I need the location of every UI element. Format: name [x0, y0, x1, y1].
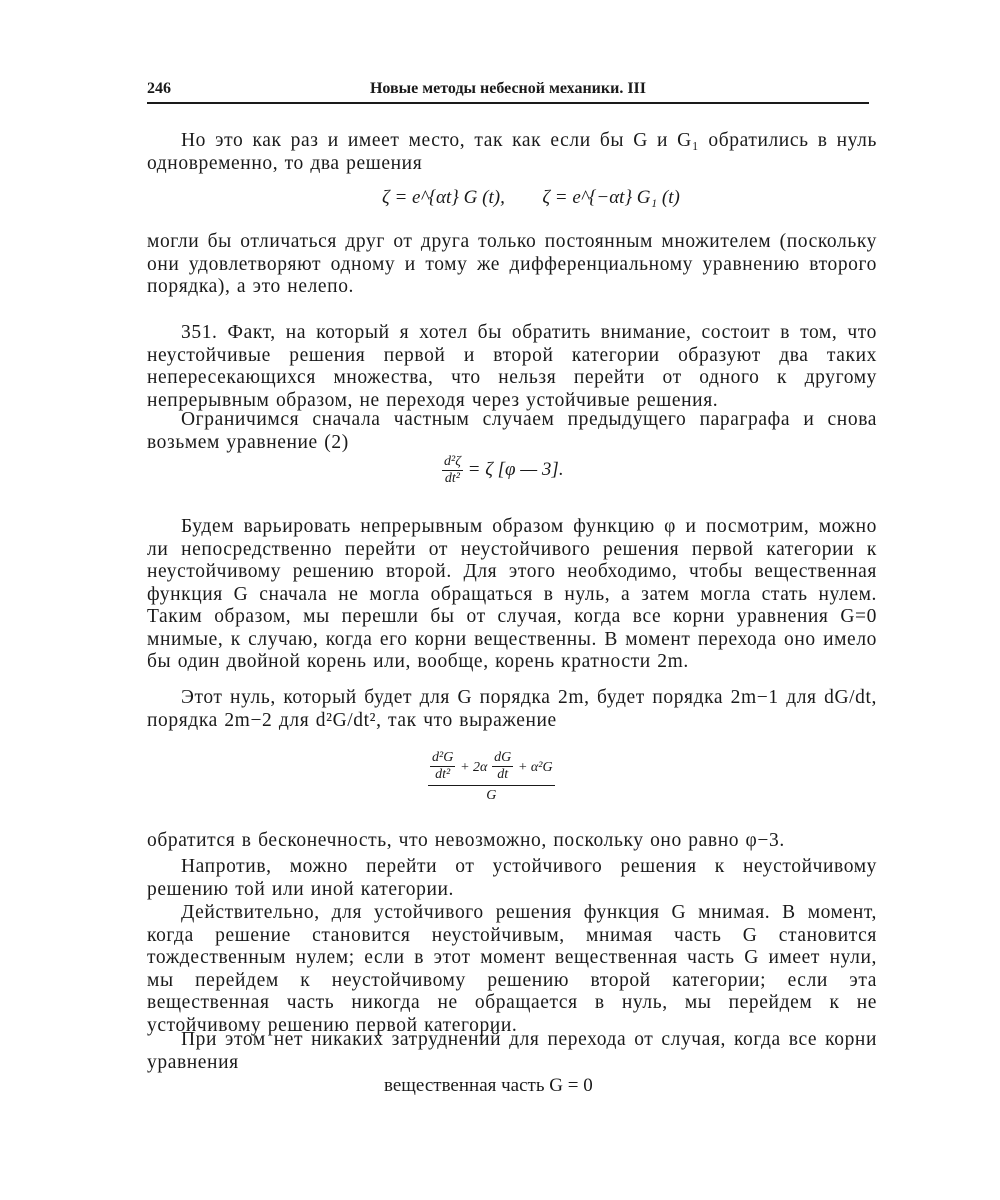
equation-3: [428, 750, 555, 804]
equation-3-frac2-num: dG: [494, 750, 512, 765]
paragraph-3-section-351: 351. Факт, на который я хотел бы обратить внимание, состоит в том, что неустойчивые решения первой и второй категории образуют два таких непересекающихся множества, что нельзя перейти от одного к другому непрерывным образом, не переходя через устойчивые решения.: [147, 322, 877, 411]
paragraph-8: Напротив, можно перейти от устойчивого решения к неустойчивому решению той или иной категории.: [147, 856, 877, 900]
equation-2-numerator: d²ζ: [444, 454, 461, 469]
equation-3-numerator: [428, 750, 555, 786]
equation-zeta-first: ζ = e^{αt} G (t),: [382, 187, 505, 208]
equation-3-frac1-den: dt²: [435, 767, 451, 782]
equation-2-rhs: = ζ [φ — 3].: [467, 458, 564, 480]
paragraph-5: Будем варьировать непрерывным образом функцию φ и посмотрим, можно ли непосредственно перейти от неустойчивого решения первой категории к неустойчивому решению второй. Для этого необходимо, чтобы вещественная функция G сначала не могла обращаться в нуль, а затем могла стать нулем. Таким образом, мы перешли бы от случая, когда все корни уравнения G=0 мнимые, к случаю, когда его корни вещественны. В момент перехода оно имело бы один двойной корень или, вообще, корень кратности 2m.: [147, 516, 877, 672]
equation-2-fraction: [442, 454, 463, 487]
equation-3-fraction-2: [492, 750, 513, 783]
paragraph-1: Но это как раз и имеет место, так как если бы G и G₁ обратились в нуль одновременно, то два решения: [147, 130, 877, 174]
equation-3-denominator: G: [486, 788, 497, 803]
equation-2-denominator: dt²: [444, 471, 460, 486]
equation-zeta-second: ζ = e^{−αt} G₁ (t): [542, 187, 680, 208]
paragraph-2: могли бы отличаться друг от друга только постоянным множителем (поскольку они удовлетворяют одному и тому же дифференциальному уравнению второго порядка), а это нелепо.: [147, 231, 877, 297]
equation-zeta-solutions: [382, 187, 680, 209]
paragraph-7: обратится в бесконечность, что невозможно, поскольку оно равно φ−3.: [147, 830, 785, 851]
paragraph-9: Действительно, для устойчивого решения функция G мнимая. В момент, когда решение становится неустойчивым, мнимая часть G становится тождественным нулем; если в этот момент вещественная часть G имеет нули, мы перейдем к неустойчивому решению второй категории; если эта вещественная часть никогда не обращается в нуль, мы перейдем к не устойчивому решению первой категории.: [147, 902, 877, 1036]
equation-3-frac1-num: d²G: [432, 750, 454, 765]
equation-4: вещественная часть G = 0: [384, 1075, 593, 1096]
equation-3-fraction-1: [430, 750, 455, 783]
running-header: [147, 76, 869, 104]
running-title: Новые методы небесной механики. III: [369, 80, 647, 97]
equation-3-frac2-den: dt: [497, 767, 509, 782]
equation-2: [442, 454, 564, 487]
paragraph-6: Этот нуль, который будет для G порядка 2m, будет порядка 2m−1 для dG/dt, порядка 2m−2 для d²G/dt², так что выражение: [147, 687, 877, 731]
equation-3-middle-term: + 2α: [460, 759, 488, 775]
paragraph-4: Ограничимся сначала частным случаем предыдущего параграфа и снова возьмем уравнение (2): [147, 409, 877, 453]
page-number: 246: [147, 80, 171, 97]
paragraph-10: При этом нет никаких затруднений для перехода от случая, когда все корни уравнения: [147, 1029, 877, 1073]
equation-3-tail-term: + α²G: [517, 759, 553, 775]
